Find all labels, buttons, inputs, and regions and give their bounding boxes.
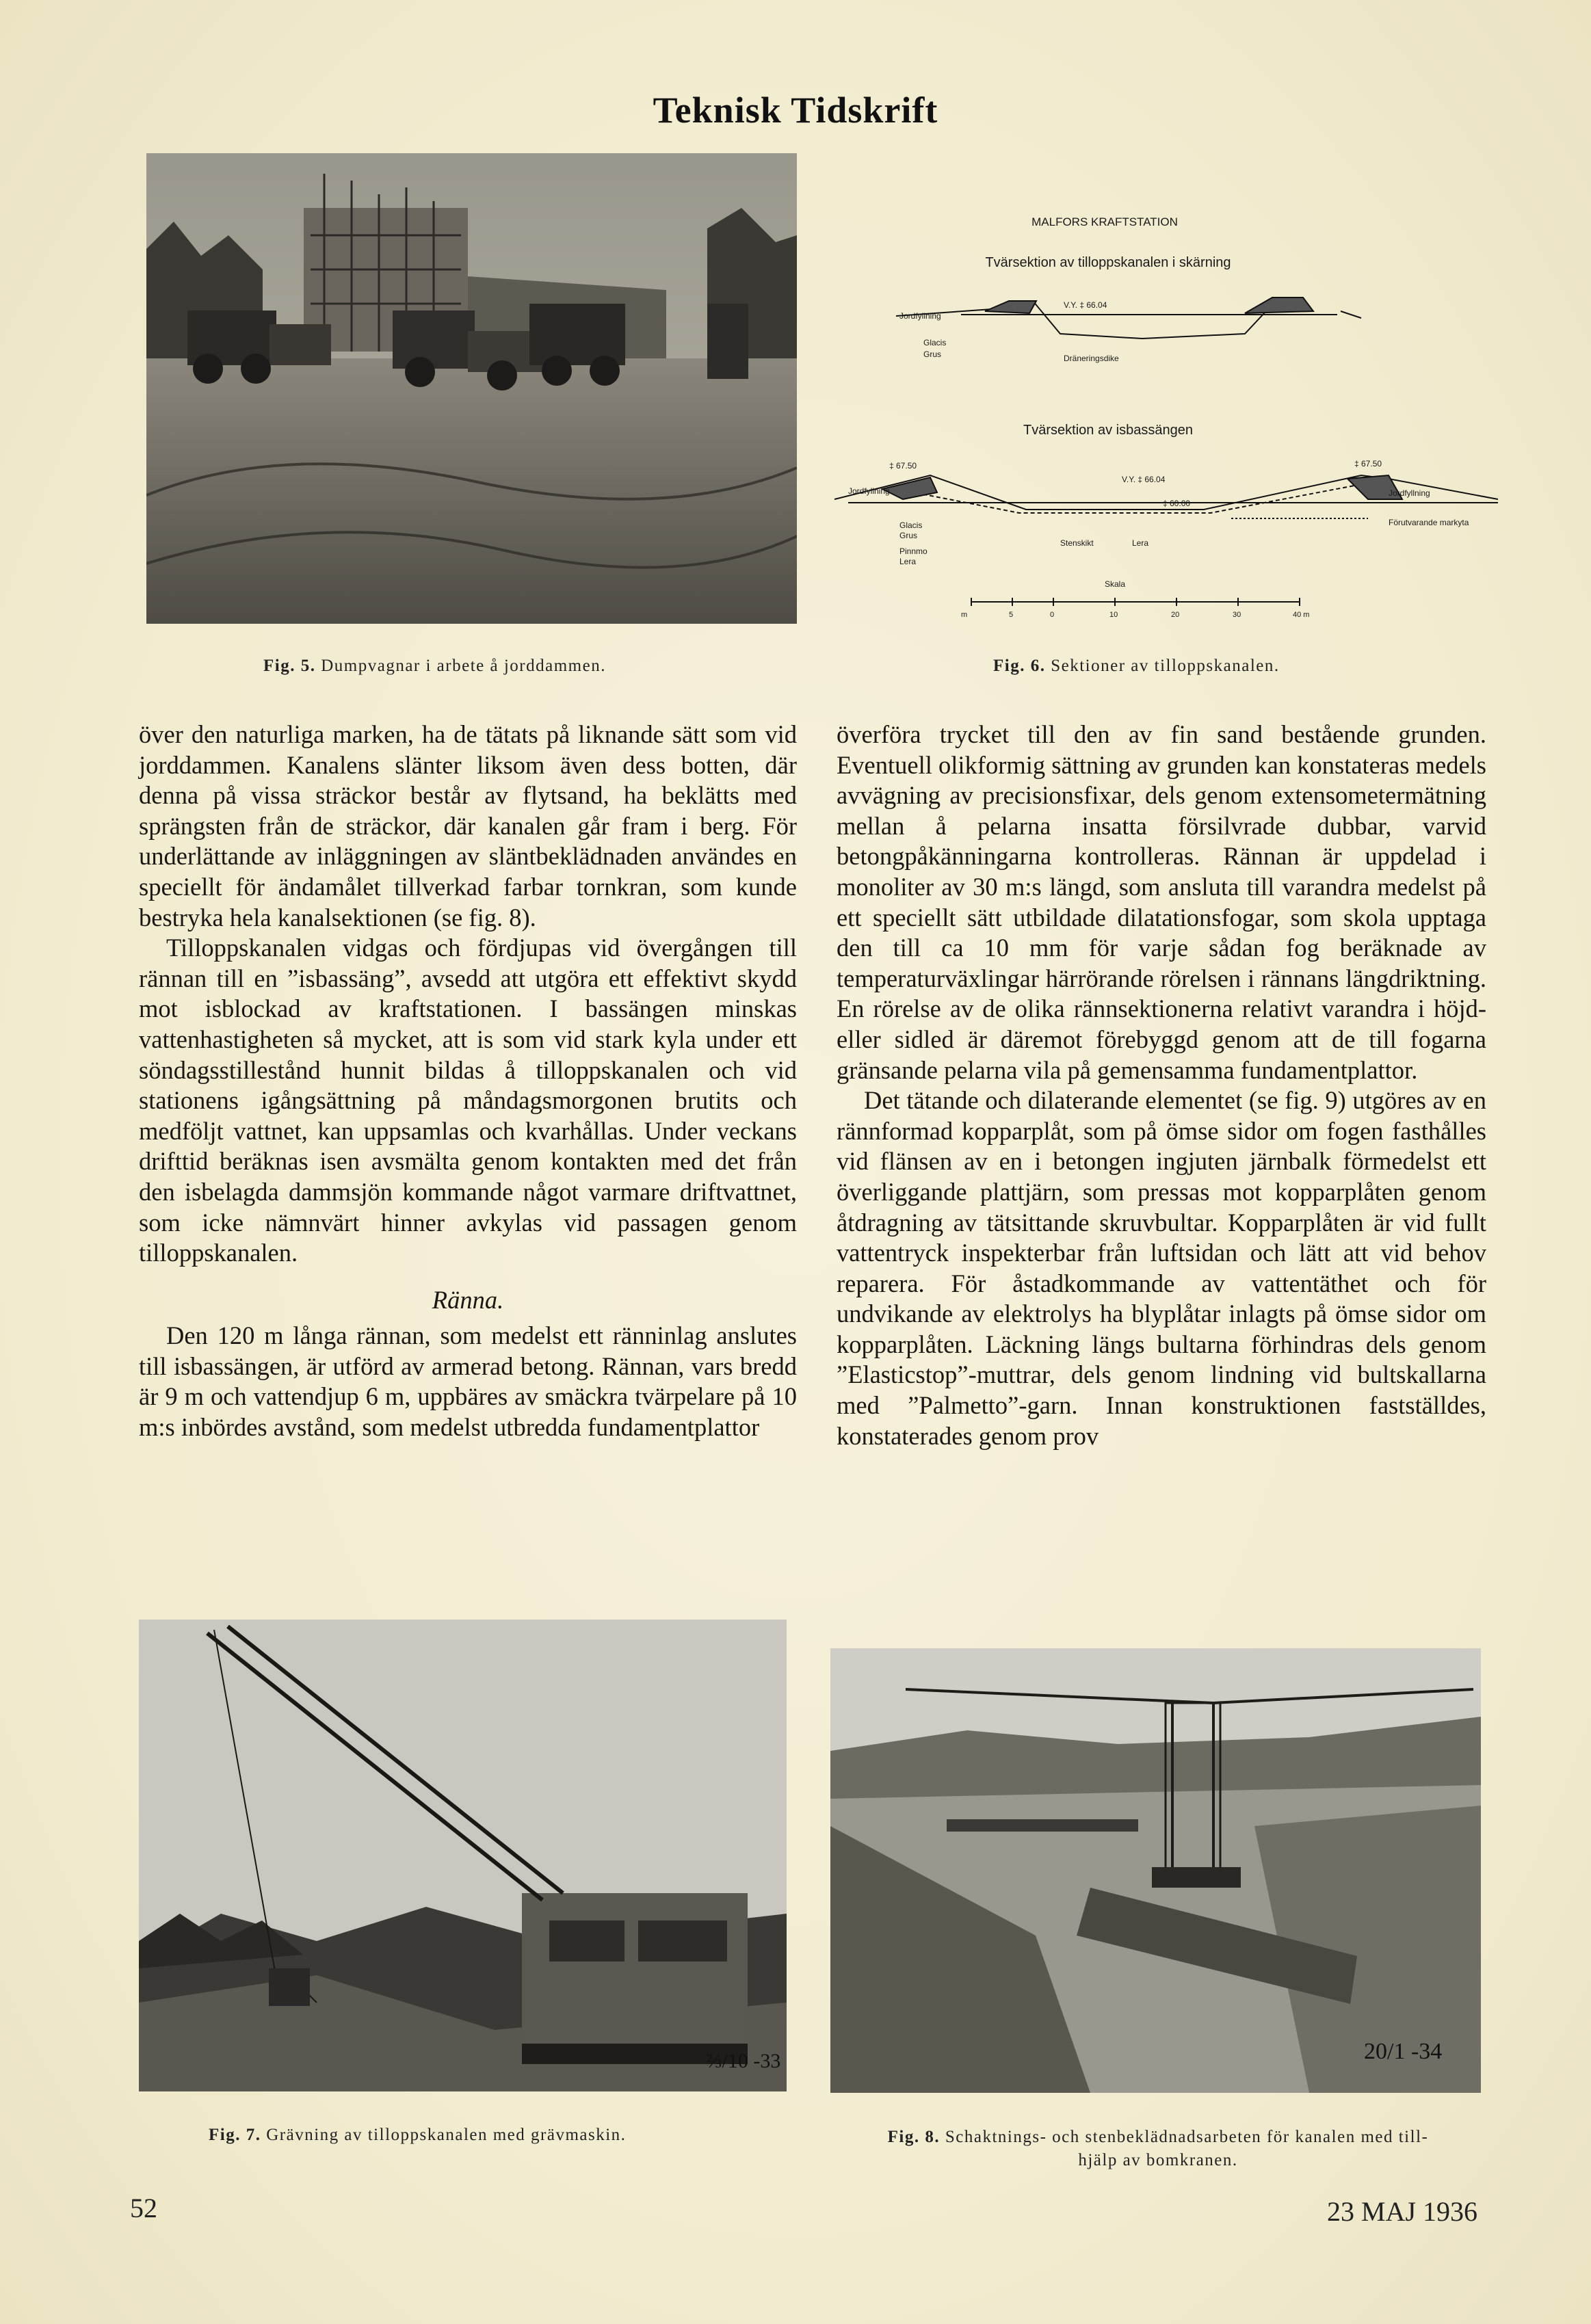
fig6-section1-drawing	[896, 298, 1361, 339]
fig5-photo	[146, 153, 797, 624]
right-paragraph-2: Det tätande och dilaterande elementet (se fig. 9) utgöres av en rännformad kopparplåt, som på ömse sidor om fogen fasthålles vid flänsen av en i betongen ingjuten järnbalk förmedelst ett överliggande plattjärn, som pressas mot kopparplåten genom åtdragning av tätsittande skruvbultar. Kopparplåten är vid fullt vattentryck inspekterbar från luftsidan och lätt att vid behov reparera. För åstadkommande av vattentäthet och för undvikande av elektrolys ha blyplåtar inlagts på ömse sidor om kopparplåten. Läckning längs bultarna förhindras dels genom ”Elasticstop”-muttrar, dels genom lindning vid bultskallarna med ”Palmetto”-garn. Innan konstruktionen fastställdes, konstaterades genom prov	[837, 1086, 1486, 1450]
fig6-scale-ticks	[961, 611, 1309, 619]
fig7-text: Grävning av tilloppskanalen med grävmaskin.	[266, 2126, 627, 2144]
right-paragraph-1: överföra trycket till den av fin sand bestående grunden. Eventuell olikformig sättning av grunden kan konstateras medels avvägning av precisionsfixar, dels genom extensometermätning mellan å pelarna insatta försilvrade dubbar, varvid betongpåkänningarna kontrolleras. Rännan är uppdelad i monoliter av 30 m:s längd, som ansluta till varandra medelst på ett speciellt sätt utbildade dilatationsfogar, som skola upptaga den till ca 10 mm för varje sådan fog beräknade av temperaturväxlingar härrörande rörelsen i rännans längdriktning. En rörelse av de olika rännsektionerna relativt varandra i höjd- eller sidled är däremot förebyggd genom att de till fogarna gränsande pelarna vila på gemensamma fundamentplattor.	[837, 720, 1486, 1084]
fig6-label-jordfyllning-2: Jordfyllning	[848, 486, 890, 496]
fig6-label-lera-1: Lera	[899, 557, 917, 566]
left-paragraph-1: över den naturliga marken, ha de tätats på liknande sätt som vid jorddammen. Kanalens slänter liksom även dess botten, där denna på vissa sträckor består av flytsand, ha beklätts med sprängsten från de sträckor, där kanalen går fram i berg. För underlättande av inläggningen av släntbeklädnaden användes en speciellt för ändamålet tillverkad farbar tornkran, som kunde bestryka hela kanalsektionen (se fig. 8).	[139, 720, 797, 932]
fig6-label-elev-bottom: ‡ 60.00	[1163, 499, 1191, 508]
fig5-caption	[263, 657, 606, 676]
fig6-scale-tick: m	[961, 611, 968, 619]
fig6-caption	[993, 657, 1280, 676]
fig6-text: Sektioner av tilloppskanalen.	[1051, 657, 1280, 675]
right-column	[837, 719, 1486, 1451]
fig6-label-elev1: ‡ 67.50	[889, 461, 917, 471]
fig7-photo-mark: ⅔/10 -33	[707, 2050, 781, 2072]
fig6-scale-bar	[971, 598, 1300, 606]
fig6-label-vy1: V.Y. ‡ 66.04	[1064, 300, 1107, 310]
fig6-label-lera-2: Lera	[1132, 538, 1149, 548]
fig6-label-stenskikt: Stenskikt	[1060, 538, 1094, 548]
fig6-diagram	[821, 198, 1505, 636]
fig6-scale-tick: 5	[1009, 611, 1014, 619]
fig6-label-dranering: Dräneringsdike	[1064, 354, 1119, 363]
fig6-label-grus-1: Grus	[923, 349, 942, 359]
fig6-label-pinnmo: Pinnmo	[899, 546, 928, 556]
fig6-label-jordfyllning-1: Jordfyllning	[899, 311, 941, 321]
fig7-photo	[139, 1620, 787, 2091]
fig6-section1-title: Tvärsektion av tilloppskanalen i skärning	[985, 255, 1231, 270]
fig6-scale-tick: 40 m	[1293, 611, 1310, 619]
fig6-scale-tick: 30	[1233, 611, 1241, 619]
fig6-label-glacis-1: Glacis	[923, 338, 947, 347]
fig6-label-jordfyllning-3: Jordfyllning	[1389, 488, 1430, 498]
fig6-label-elev1b: ‡ 67.50	[1354, 459, 1382, 468]
fig6-label-grus-2: Grus	[899, 531, 918, 540]
fig5-text: Dumpvagnar i arbete å jorddammen.	[321, 657, 606, 675]
fig6-label-vy2: V.Y. ‡ 66.04	[1122, 475, 1166, 484]
fig8-caption	[833, 2126, 1483, 2172]
fig7-label: Fig. 7.	[209, 2126, 261, 2144]
left-column	[139, 719, 797, 1443]
fig6-label-forutvarande: Förutvarande markyta	[1389, 518, 1469, 527]
page-number: 52	[130, 2193, 157, 2223]
fig6-scale-tick: 10	[1109, 611, 1118, 619]
section-heading: Ränna.	[432, 1285, 504, 1314]
fig5-label: Fig. 5.	[263, 657, 316, 675]
fig8-caption-line1	[833, 2126, 1483, 2149]
fig6-label-glacis-2: Glacis	[899, 520, 923, 530]
fig8-text-2: hjälp av bomkranen.	[1078, 2151, 1238, 2169]
left-paragraph-3: Den 120 m långa rännan, som medelst ett ränninlag anslutes till isbassängen, är utförd av armerad betong. Rännan, vars bredd är 9 m och vattendjup 6 m, uppbäres av smäckra tvärpelare på 10 m:s inbördes avstånd, som medelst utbredda fundamentplattor	[139, 1321, 797, 1442]
fig6-label: Fig. 6.	[993, 657, 1046, 675]
fig6-scale-tick: 0	[1050, 611, 1055, 619]
fig6-section2-title: Tvärsektion av isbassängen	[1023, 423, 1193, 438]
fig8-text-1: Schaktnings- och stenbeklädnadsarbeten för kanalen med till-	[945, 2128, 1429, 2146]
left-paragraph-2: Tilloppskanalen vidgas och fördjupas vid övergången till rännan till en ”isbassäng”, avsedd att utgöra ett effektivt skydd mot isblockad av kraftstationen. I bassängen minskas vattenhastigheten så mycket, att is som vid stark kyla under ett söndagsstillestånd hunnit bildas å tilloppskanalen och vid stationens igångsättning på måndagsmorgonen brutits och medföljt vattnet, kan uppsamlas och kvarhållas. Under veckans drifttid beräknas isen avsmälta genom kontakten med det från den isbelagda dammsjön kommande något varmare driftvattnet, som icke nämnvärt hinner avkylas vid passagen genom tilloppskanalen.	[139, 934, 797, 1267]
fig8-photo-mark: 20/1 -34	[1364, 2039, 1443, 2064]
fig6-scale-tick: 20	[1171, 611, 1180, 619]
fig6-title: MALFORS KRAFTSTATION	[1031, 215, 1178, 228]
fig6-label-skala: Skala	[1104, 579, 1126, 589]
fig7-caption	[209, 2126, 626, 2145]
issue-date: 23 MAJ 1936	[1327, 2196, 1478, 2227]
journal-masthead: Teknisk Tidskrift	[653, 90, 938, 131]
fig8-label: Fig. 8.	[887, 2128, 941, 2146]
fig8-photo	[830, 1648, 1481, 2093]
